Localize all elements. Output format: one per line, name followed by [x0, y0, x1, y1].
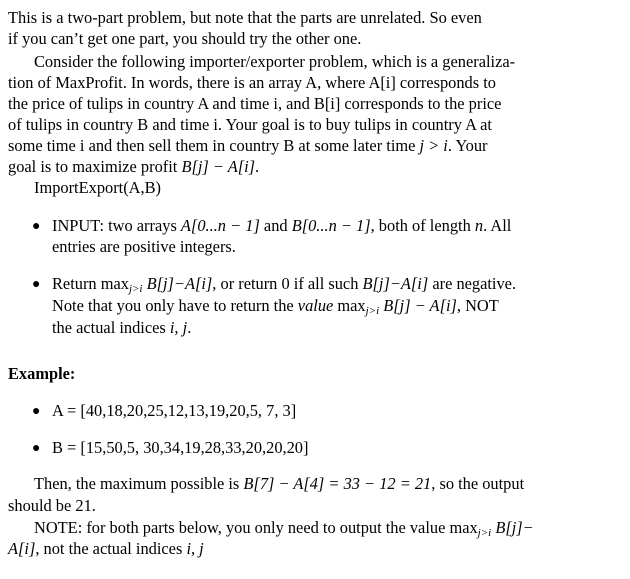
input-line-1-end: . All [483, 216, 512, 235]
problem-line-5-text: some time i and then sell them in country B at some later time [8, 136, 420, 155]
input-array-a: A[0...n − 1] [180, 216, 260, 235]
then-line-1 [34, 474, 524, 494]
return-line-2-max: max [333, 296, 366, 315]
input-array-b: B[0...n − 1] [291, 216, 371, 235]
note-line-2 [8, 539, 204, 559]
example-heading: Example: [8, 364, 76, 383]
return-line-3-indices: i, j [169, 318, 188, 337]
input-line-1 [52, 216, 511, 236]
problem-line-3: the price of tulips in country A and time i, and B[i] corresponds to the price [8, 94, 502, 113]
note-line-2-expr: A[i] [8, 539, 36, 558]
return-line-2-value: value [297, 296, 334, 315]
note-line-1-sub: j>i [477, 527, 492, 539]
problem-line-1: Consider the following importer/exporter problem, which is a generaliza- [34, 52, 516, 71]
return-line-2-expr: B[j] − A[i] [379, 296, 457, 315]
return-line-2-sub: j>i [365, 305, 380, 317]
problem-line-5-end: . Your [447, 136, 488, 155]
return-line-1-text: , or return 0 if all such [212, 274, 363, 293]
input-n: n [474, 216, 484, 235]
return-line-1-end: are negative. [428, 274, 517, 293]
bullet-dot-a: ● [32, 404, 41, 419]
note-line-1-expr: B[j]− [491, 518, 534, 537]
note-line-2-indices: i, j [186, 539, 204, 558]
problem-line-5-math: j > i [419, 136, 448, 155]
return-line-1-sub: j>i [128, 283, 143, 295]
input-line-1-text: INPUT: two arrays [52, 216, 181, 235]
problem-line-6-math: B[j] − A[i] [181, 157, 256, 176]
return-line-1-max: Return max [52, 274, 129, 293]
problem-line-6-end: . [255, 157, 260, 176]
note-line-2-text: , not the actual indices [35, 539, 187, 558]
example-array-b: B = [15,50,5, 30,34,19,28,33,20,20,20] [52, 438, 309, 457]
problem-line-4: of tulips in country B and time i. Your goal is to buy tulips in country A at [8, 115, 492, 134]
bullet-dot-b: ● [32, 441, 41, 456]
problem-line-6 [8, 157, 259, 177]
problem-line-2: tion of MaxProfit. In words, there is an array A, where A[i] corresponds to [8, 73, 496, 92]
problem-line-5 [8, 136, 488, 156]
intro-line-1: This is a two-part problem, but note that the parts are unrelated. So even [8, 8, 482, 27]
bullet-dot-return: ● [32, 277, 41, 292]
example-array-a: A = [40,18,20,25,12,13,19,20,5, 7, 3] [52, 401, 297, 420]
return-line-1-expr: B[j]−A[i] [142, 274, 213, 293]
return-line-3 [52, 318, 191, 338]
input-line-2: entries are positive integers. [52, 237, 236, 256]
input-line-1-and: and [259, 216, 292, 235]
input-line-1-length: , both of length [370, 216, 475, 235]
then-line-1-end: , so the output [431, 474, 525, 493]
return-line-3-text: the actual indices [52, 318, 170, 337]
return-line-3-end: . [187, 318, 192, 337]
return-line-1-expr2: B[j]−A[i] [362, 274, 429, 293]
then-line-1-text: Then, the maximum possible is [34, 474, 244, 493]
note-line-1-text: NOTE: for both parts below, you only need to output the value max [34, 518, 478, 537]
intro-line-2: if you can’t get one part, you should try the other one. [8, 29, 362, 48]
problem-line-6-text: goal is to maximize profit [8, 157, 182, 176]
bullet-dot-input: ● [32, 219, 41, 234]
function-signature: ImportExport(A,B) [34, 178, 162, 197]
then-line-2: should be 21. [8, 496, 96, 515]
then-line-1-math: B[7] − A[4] = 33 − 12 = 21 [243, 474, 432, 493]
return-line-2-text: Note that you only have to return the [52, 296, 298, 315]
return-line-2-end: , NOT [456, 296, 499, 315]
